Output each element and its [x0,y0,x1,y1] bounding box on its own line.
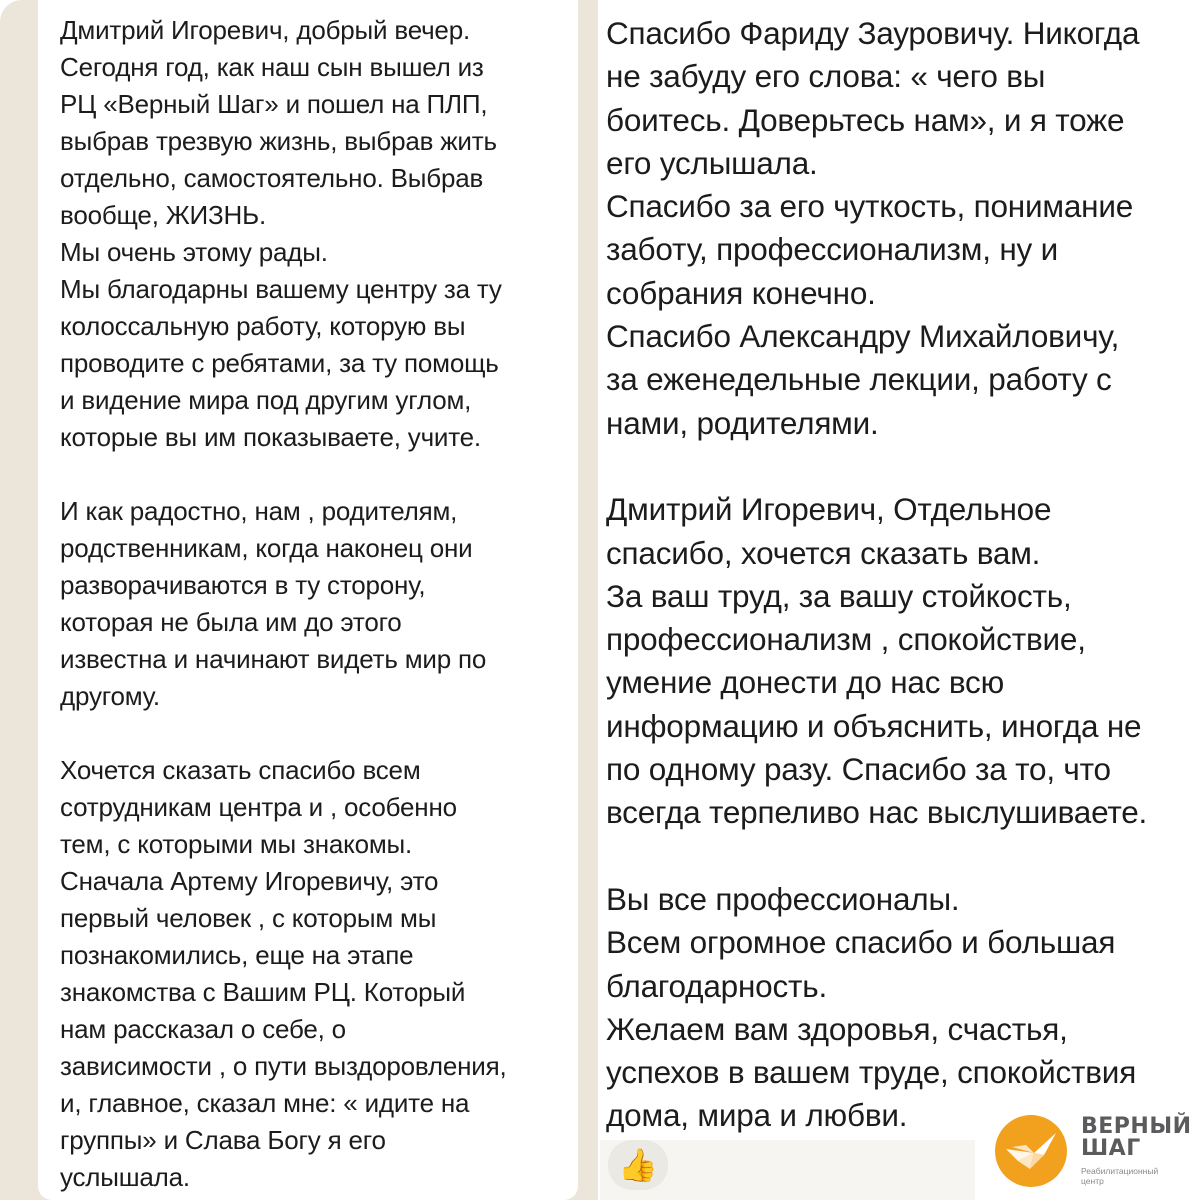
chat-panel-right [600,0,1200,1200]
origami-bird-icon [995,1115,1067,1187]
brand-logo [975,1102,1200,1200]
message-bubble-left[interactable]: Дмитрий Игоревич, добрый вечер. Сегодня год, как наш сын вышел из РЦ «Верный Шаг» и пошел на ПЛП, выбрав трезвую жизнь, выбрав жить отдельно, самостоятельно. Выбрав вообще, ЖИЗНЬ. Мы очень этому рады. Мы благодарны вашему центру за ту колоссальную работу, которую вы проводите с ребятами, за ту помощь и видение мира под другим углом, которые вы им показываете, учите. И как радостно, нам , родителям, родственникам, когда наконец они разворачиваются в ту сторону, которая не была им до этого известна и начинают видеть мир по другому. Хочется сказать спасибо всем сотрудникам центра и , особенно тем, с которыми мы знакомы. Сначала Артему Игоревичу, это первый человек , с которым мы познакомились, еще на этапе знакомства с Вашим РЦ. Который нам рассказал о себе, о зависимости , о пути выздоровления, и, главное, сказал мне: « идите на группы» и Слава Богу я его услышала. [38,0,578,1200]
thumbs-up-icon: 👍 [618,1147,658,1183]
chat-panel-left [0,0,598,1200]
logo-title: ВЕРНЫЙ ШАГ [1081,1114,1192,1161]
message-bubble-right[interactable]: Спасибо Фариду Зауровичу. Никогда не забуду его слова: « чего вы боитесь. Доверьтесь нам», и я тоже его услышала. Спасибо за его чуткость, понимание заботу, профессионализм, ну и собрания конечно. Спасибо Александру Михайловичу, за еженедельные лекции, работу с нами, родителями. Дмитрий Игоревич, Отдельное спасибо, хочется сказать вам. За ваш труд, за вашу стойкость, профессионализм , спокойствие, умение донести до нас всю информацию и объяснить, иногда не по одному разу. Спасибо за то, что всегда терпеливо нас выслушиваете. Вы все профессионалы. Всем огромное спасибо и большая благодарность. Желаем вам здоровья, счастья, успехов в вашем труде, спокойствия дома, мира и любви. [600,0,1200,1140]
logo-subtitle: Реабилитационный центр [1081,1166,1159,1186]
reaction-badge[interactable] [608,1140,668,1190]
